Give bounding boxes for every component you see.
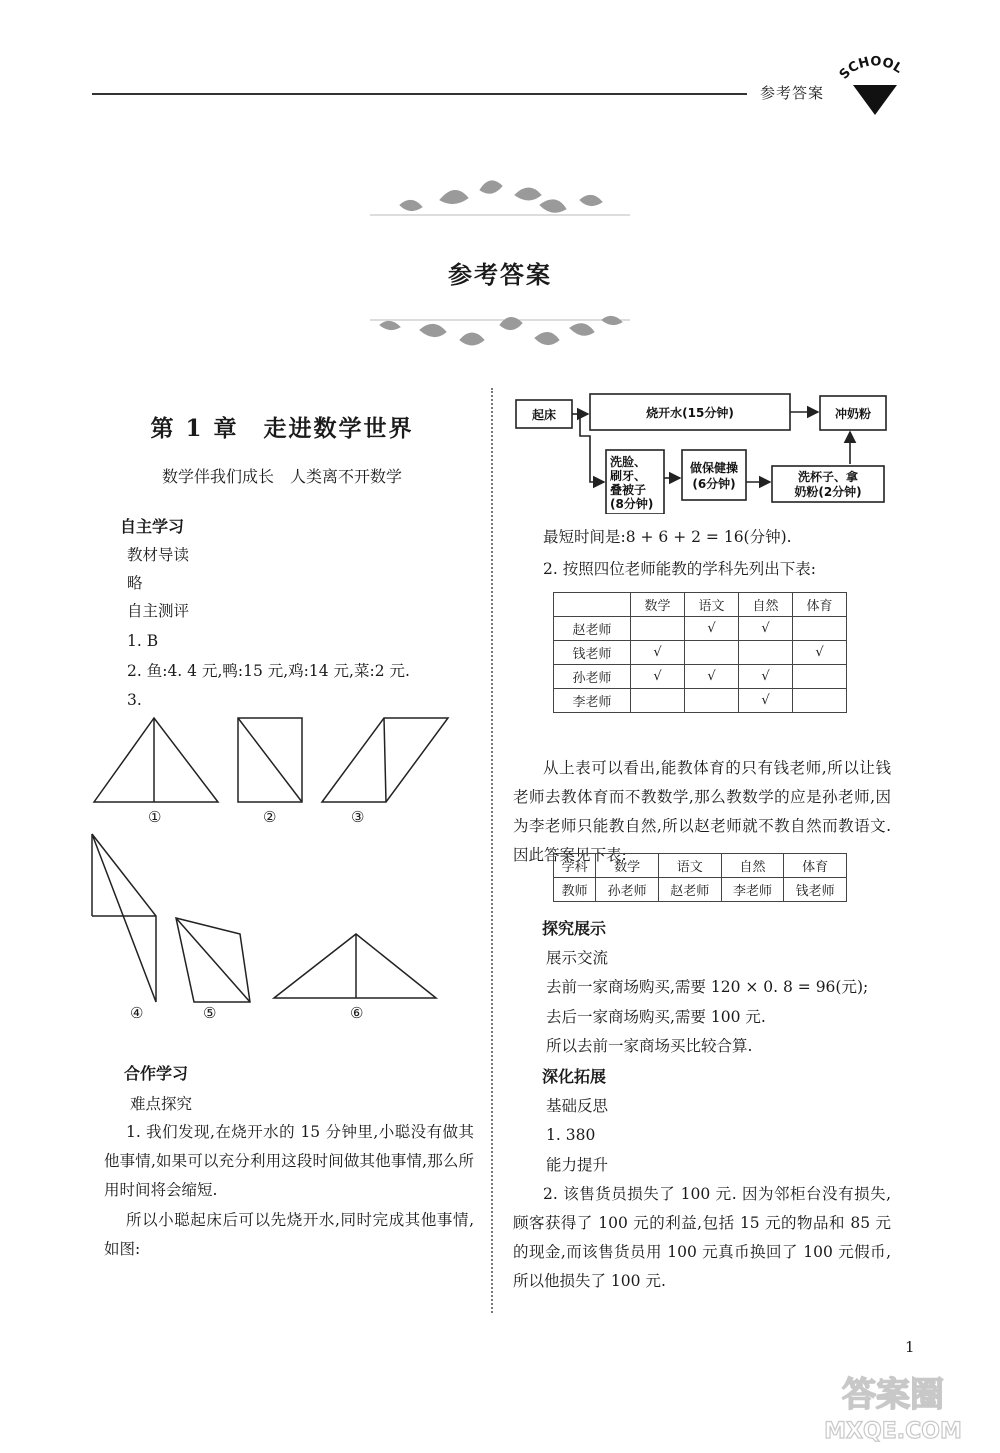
table-row: 赵老师 √ √ — [554, 617, 847, 641]
subheading-reflection: 基础反思 — [546, 1097, 609, 1115]
flow-wash-line2: 刷牙、 — [610, 469, 647, 483]
flow-exercise-line1: 做保健操 — [689, 461, 739, 475]
svg-text:SCHOOL — [837, 55, 905, 83]
table-row: 学科 数学 语文 自然 体育 — [554, 854, 847, 878]
watermark-line2: MXQE.COM — [824, 1419, 962, 1444]
header-rule — [92, 93, 747, 95]
subheading-difficulty: 难点探究 — [130, 1095, 193, 1113]
teacher-subject-table — [553, 592, 847, 713]
flow-boil-label: 烧开水(15分钟) — [646, 406, 734, 420]
flow-cups-line1: 洗杯子、拿 — [797, 470, 859, 484]
table-row: 教师 孙老师 赵老师 李老师 钱老师 — [554, 878, 847, 902]
shape-4 — [92, 834, 156, 1002]
shape-label-3: ③ — [351, 808, 365, 826]
geometry-shapes-figure — [88, 712, 458, 1012]
flow-wash-line1: 洗脸、 — [610, 455, 647, 469]
answer-brief: 略 — [127, 574, 143, 592]
page-number: 1 — [905, 1338, 915, 1356]
shape-label-2: ② — [263, 808, 277, 826]
watermark-line1: 答案圈 — [842, 1375, 944, 1415]
chapter-subtitle: 数学伴我们成长 人类离不开数学 — [161, 467, 402, 486]
shape-label-4: ④ — [130, 1004, 144, 1022]
flow-milk-label: 冲奶粉 — [834, 407, 872, 421]
shortest-time: 最短时间是:8 + 6 + 2 = 16(分钟). — [543, 528, 792, 546]
paragraph-schedule: 所以小聪起床后可以先烧开水,同时完成其他事情,如图: — [104, 1211, 474, 1258]
section-heading-self-study: 自主学习 — [120, 517, 185, 536]
shape-label-5: ⑤ — [203, 1004, 217, 1022]
shape-label-1: ① — [148, 808, 162, 826]
table-row: 钱老师 √ √ — [554, 641, 847, 665]
shape-6 — [274, 934, 436, 998]
header-label: 参考答案 — [760, 84, 825, 102]
flow-wash-line4: (8分钟) — [610, 497, 654, 511]
chapter-title: 第 1 章 走进数学世界 — [150, 415, 414, 442]
column-divider — [491, 388, 493, 1313]
section-heading-extension: 深化拓展 — [542, 1067, 607, 1086]
paragraph-boiling-water: 1. 我们发现,在烧开水的 15 分钟里,小聪没有做其他事情,如果可以充分利用这段时间做其他事情,那么所用时间将会缩短. — [104, 1123, 474, 1199]
flow-cups-line2: 奶粉(2分钟) — [794, 485, 862, 499]
subheading-ability: 能力提升 — [546, 1156, 609, 1174]
school-badge-icon — [835, 55, 915, 125]
exchange-line-3: 所以去前一家商场买比较合算. — [546, 1037, 753, 1055]
subheading-self-assessment: 自主测评 — [127, 602, 190, 620]
watermark-logo-icon — [808, 1370, 978, 1445]
q2-intro: 2. 按照四位老师能教的学科先列出下表: — [543, 560, 816, 578]
table-row: 孙老师 √ √ √ — [554, 665, 847, 689]
table-row: 李老师 √ — [554, 689, 847, 713]
subheading-textbook-guide: 教材导读 — [127, 546, 190, 564]
answer-q2: 2. 鱼:4. 4 元,鸭:15 元,鸡:14 元,菜:2 元. — [127, 662, 410, 680]
flow-wash-line3: 叠被子 — [610, 483, 647, 497]
answer-q3-label: 3. — [127, 691, 142, 709]
exchange-line-2: 去后一家商场购买,需要 100 元. — [546, 1008, 766, 1026]
shape-1 — [94, 718, 218, 802]
flow-box-exercise — [682, 450, 746, 500]
table-row: 数学 语文 自然 体育 — [554, 593, 847, 617]
reflection-answer-1: 1. 380 — [546, 1126, 596, 1144]
flow-exercise-line2: (6分钟) — [692, 477, 736, 491]
paragraph-cashier-loss: 2. 该售货员损失了 100 元. 因为邻柜台没有损失,顾客获得了 100 元的利益,包括 15 元的物品和 85 元的现金,而该售货员用 100 元真币换回了 100 元假币,所以他损失了 100 元. — [513, 1185, 891, 1290]
exchange-line-1: 去前一家商场购买,需要 120 × 0. 8 = 96(元); — [546, 978, 869, 996]
flow-start-label: 起床 — [531, 408, 557, 422]
shape-label-6: ⑥ — [350, 1004, 364, 1022]
section-heading-explore: 探究展示 — [542, 919, 607, 938]
answer-q1: 1. B — [127, 632, 159, 650]
section-heading-cooperative: 合作学习 — [124, 1064, 189, 1083]
answer-table — [553, 853, 847, 902]
paragraph-table-reasoning: 从上表可以看出,能教体育的只有钱老师,所以让钱老师去教体育而不教数学,那么教数学的应是孙老师,因为李老师只能教自然,所以赵老师就不教自然而教语文. 因此答案见下表: — [513, 759, 891, 864]
page-title: 参考答案 — [448, 261, 552, 289]
badge-text: SCHOOL — [836, 55, 905, 83]
subheading-exchange: 展示交流 — [546, 949, 609, 967]
schedule-flowchart — [510, 392, 900, 514]
